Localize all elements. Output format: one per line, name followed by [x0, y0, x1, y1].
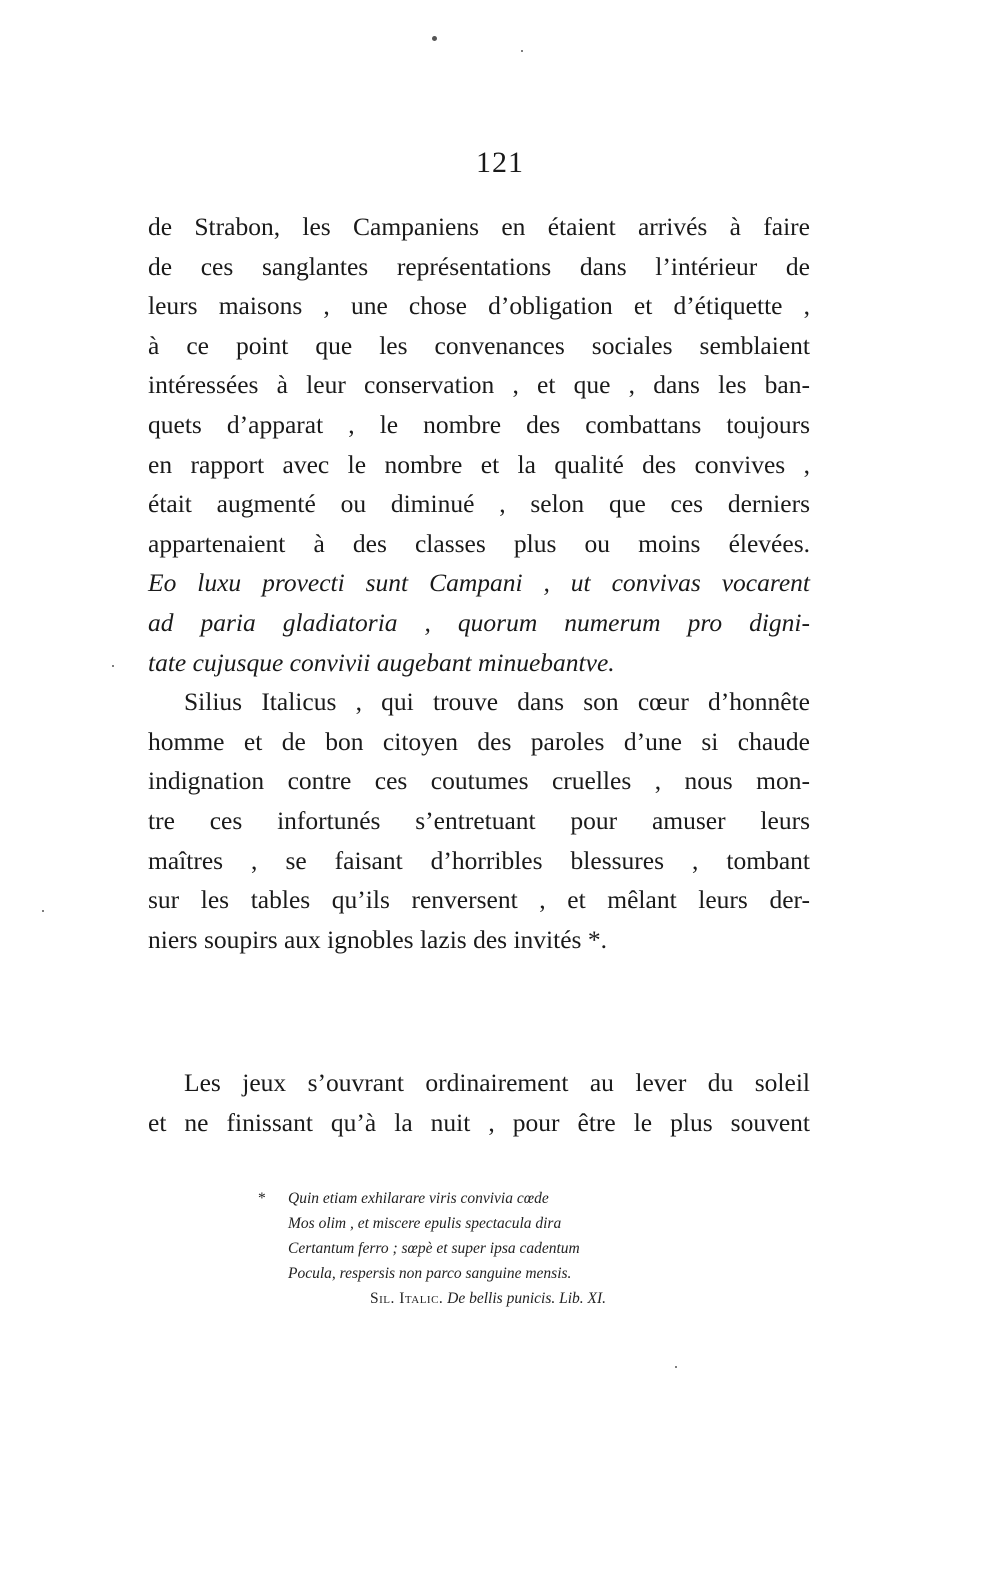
text-line: tre ces infortunés s’entretuant pour amuser leurs: [148, 805, 810, 835]
text-line: intéressées à leur conservation , et que , dans les ban-: [148, 370, 810, 400]
main-text-block: [148, 207, 810, 959]
scan-speck: [521, 50, 523, 52]
text-line: quets d’apparat , le nombre des combattans toujours: [148, 409, 810, 439]
footnote-marker: *: [258, 1190, 266, 1207]
latin-quote-line: Eo luxu provecti sunt Campani , ut convivas vocarent: [148, 568, 810, 598]
footnote-verse: Quin etiam exhilarare viris convivia cœde: [288, 1190, 549, 1207]
footnote-citation: [258, 1286, 606, 1311]
text-line: sur les tables qu’ils renversent , et mêlant leurs der-: [148, 885, 810, 915]
footnote-verse: Mos olim , et miscere epulis spectacula dira: [288, 1215, 562, 1232]
latin-quote-line: ad paria gladiatoria , quorum numerum pro digni-: [148, 607, 810, 637]
text-line: maîtres , se faisant d’horribles blessures , tombant: [148, 845, 810, 875]
text-line: de ces sanglantes représentations dans l’intérieur de: [148, 251, 810, 281]
text-line: niers soupirs aux ignobles lazis des invités *.: [148, 924, 607, 954]
page-number: 121: [476, 146, 524, 179]
text-line: appartenaient à des classes plus ou moins élevées.: [148, 528, 810, 558]
text-line: en rapport avec le nombre et la qualité des convives ,: [148, 449, 810, 479]
footnote: [258, 1186, 606, 1311]
text-line: de Strabon, les Campaniens en étaient arrivés à faire: [148, 212, 810, 241]
scan-speck: [112, 665, 114, 667]
text-line: homme et de bon citoyen des paroles d’une si chaude: [148, 726, 810, 756]
scan-speck: [675, 1366, 677, 1368]
scan-speck: [432, 36, 437, 41]
footnote-verse: Certantum ferro ; sœpè et super ipsa cadentum: [288, 1240, 580, 1257]
text-line: indignation contre ces coutumes cruelles , nous mon-: [148, 766, 810, 796]
citation-work: De bellis punicis. Lib. XI.: [447, 1290, 607, 1307]
scan-speck: [42, 910, 44, 912]
text-line: était augmenté ou diminué , selon que ces derniers: [148, 489, 810, 519]
text-line: et ne finissant qu’à la nuit , pour être le plus souvent: [148, 1107, 810, 1137]
citation-author: Sil. Italic.: [370, 1290, 444, 1307]
text-line: leurs maisons , une chose d’obligation et d’étiquette ,: [148, 291, 810, 321]
text-line: Les jeux s’ouvrant ordinairement au lever du soleil: [184, 1068, 810, 1097]
text-line: Silius Italicus , qui trouve dans son cœur d’honnête: [184, 687, 810, 717]
next-section-text: [148, 1063, 810, 1142]
footnote-verse: Pocula, respersis non parco sanguine mensis.: [288, 1265, 572, 1282]
latin-quote-line: tate cujusque convivii augebant minuebantve.: [148, 647, 615, 677]
text-line: à ce point que les convenances sociales semblaient: [148, 330, 810, 360]
